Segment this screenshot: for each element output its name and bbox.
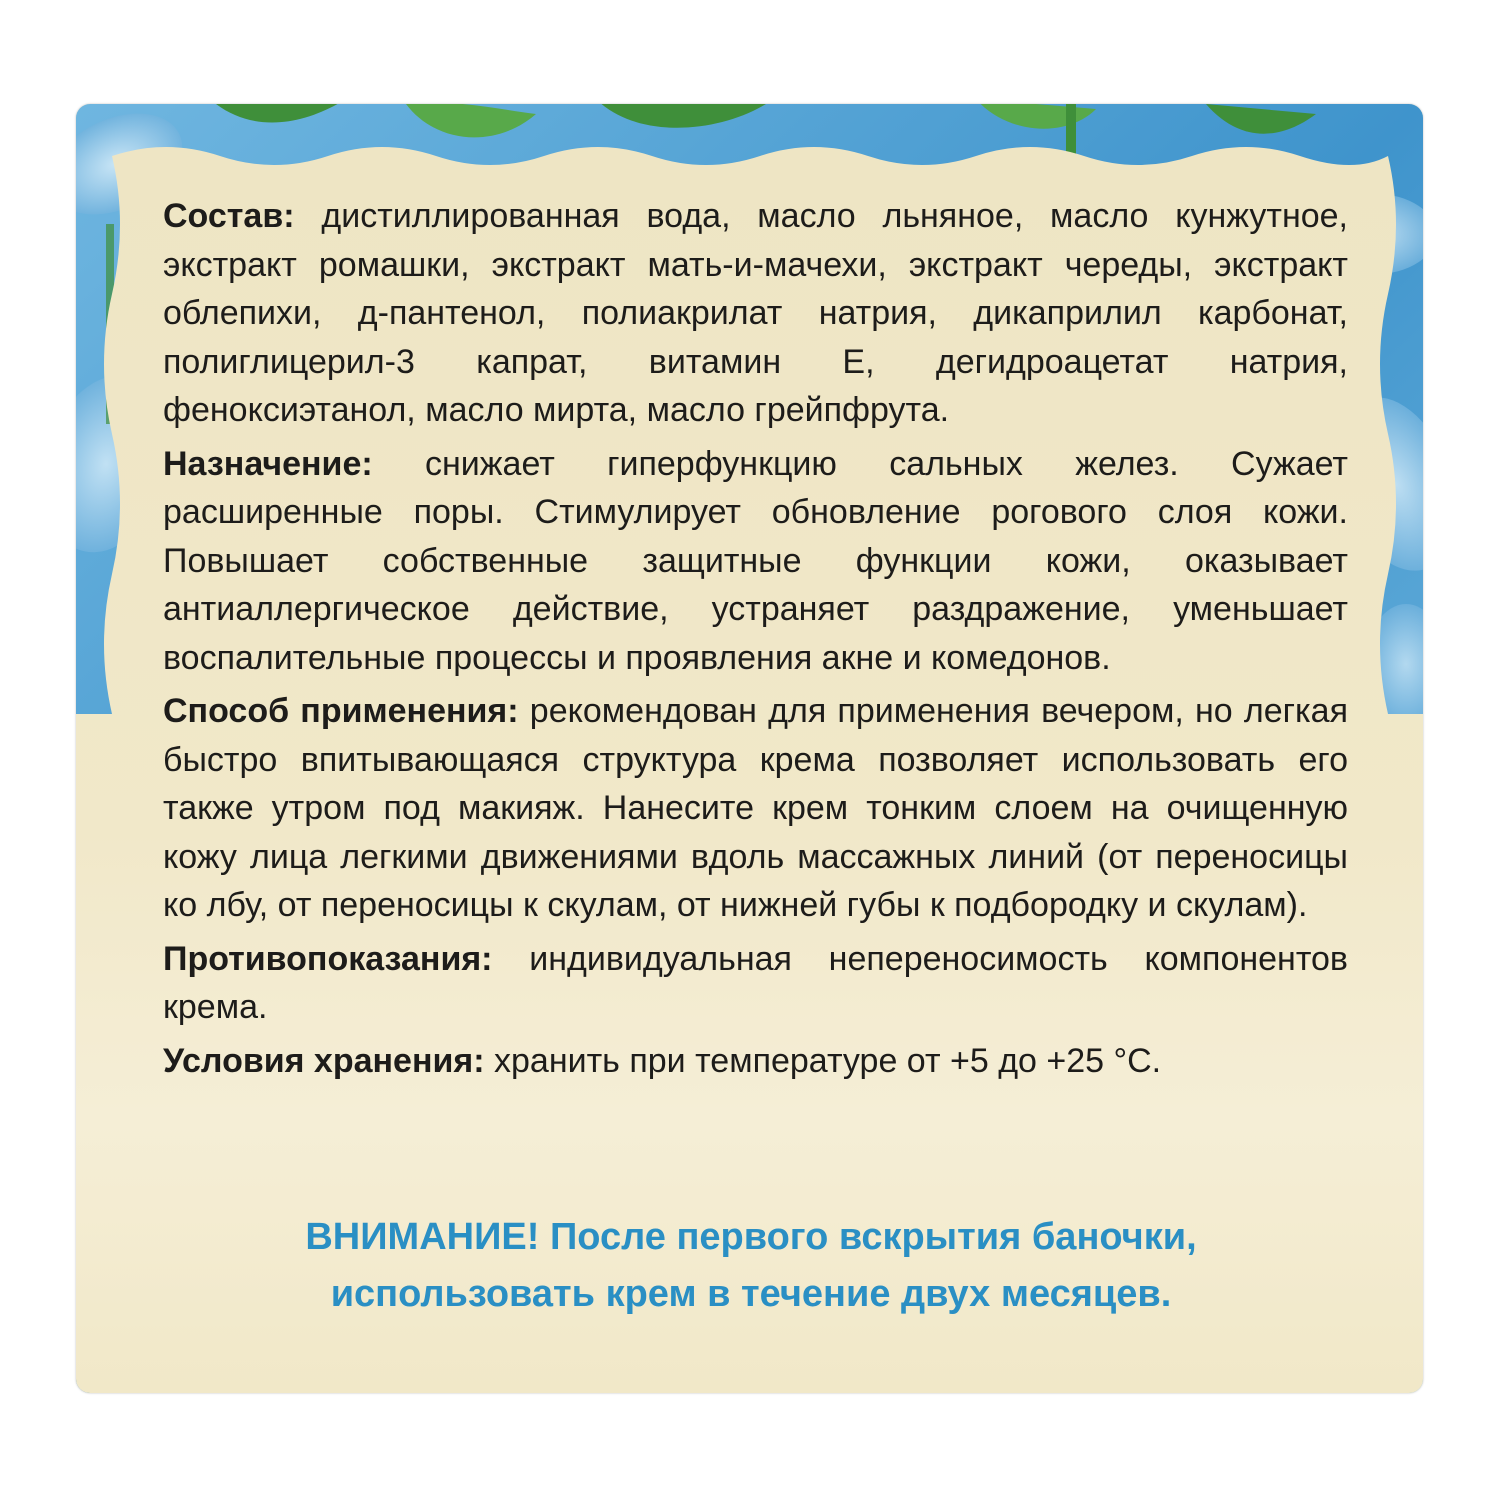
usage-paragraph [163, 687, 1348, 930]
usage-text: рекомендован для применения вечером, но легкая быстро впитывающаяся структура крема позволяет использовать его также утром под макияж. Нанесите крем тонким слоем на очищенную кожу лица легкими движениями вдоль массажных линий (от переносицы ко лбу, от переносицы к скулам, от нижней губы к подбородку и скулам). [163, 692, 1348, 924]
storage-paragraph [163, 1037, 1348, 1086]
usage-heading: Способ применения: [163, 692, 519, 730]
purpose-text: снижает гиперфункцию сальных желез. Сужает расширенные поры. Стимулирует обновление рогового слоя кожи. Повышает собственные защитные функции кожи, оказывает антиаллергическое действие, устраняет раздражение, уменьшает воспалительные процессы и проявления акне и комедонов. [163, 444, 1348, 677]
storage-text: хранить при температуре от +5 до +25 °С. [494, 1041, 1162, 1080]
contraindications-heading: Противопоказания: [163, 939, 493, 978]
composition-paragraph [163, 192, 1348, 435]
attention-line-1: ВНИМАНИЕ! После первого вскрытия баночки, [305, 1216, 1197, 1258]
composition-heading: Состав: [163, 197, 295, 235]
attention-line-2: использовать крем в течение двух месяцев. [330, 1273, 1172, 1315]
attention-notice [196, 1209, 1306, 1323]
contraindications-paragraph [163, 935, 1348, 1032]
product-label-card [76, 104, 1423, 1393]
composition-text: дистиллированная вода, масло льняное, масло кунжутное, экстракт ромашки, экстракт мать-и-мачехи, экстракт череды, экстракт облепихи, д-пантенол, полиакрилат натрия, дикаприлил карбонат, полиглицерил-3 капрат, витамин Е, дегидроацетат натрия, феноксиэтанол, масло мирта, масло грейпфрута. [163, 197, 1348, 429]
contraindications-text: индивидуальная непереносимость компонентов крема. [163, 939, 1348, 1026]
purpose-heading: Назначение: [163, 444, 373, 483]
storage-heading: Условия хранения: [163, 1041, 485, 1080]
product-description [163, 192, 1348, 1090]
purpose-paragraph [163, 440, 1348, 683]
